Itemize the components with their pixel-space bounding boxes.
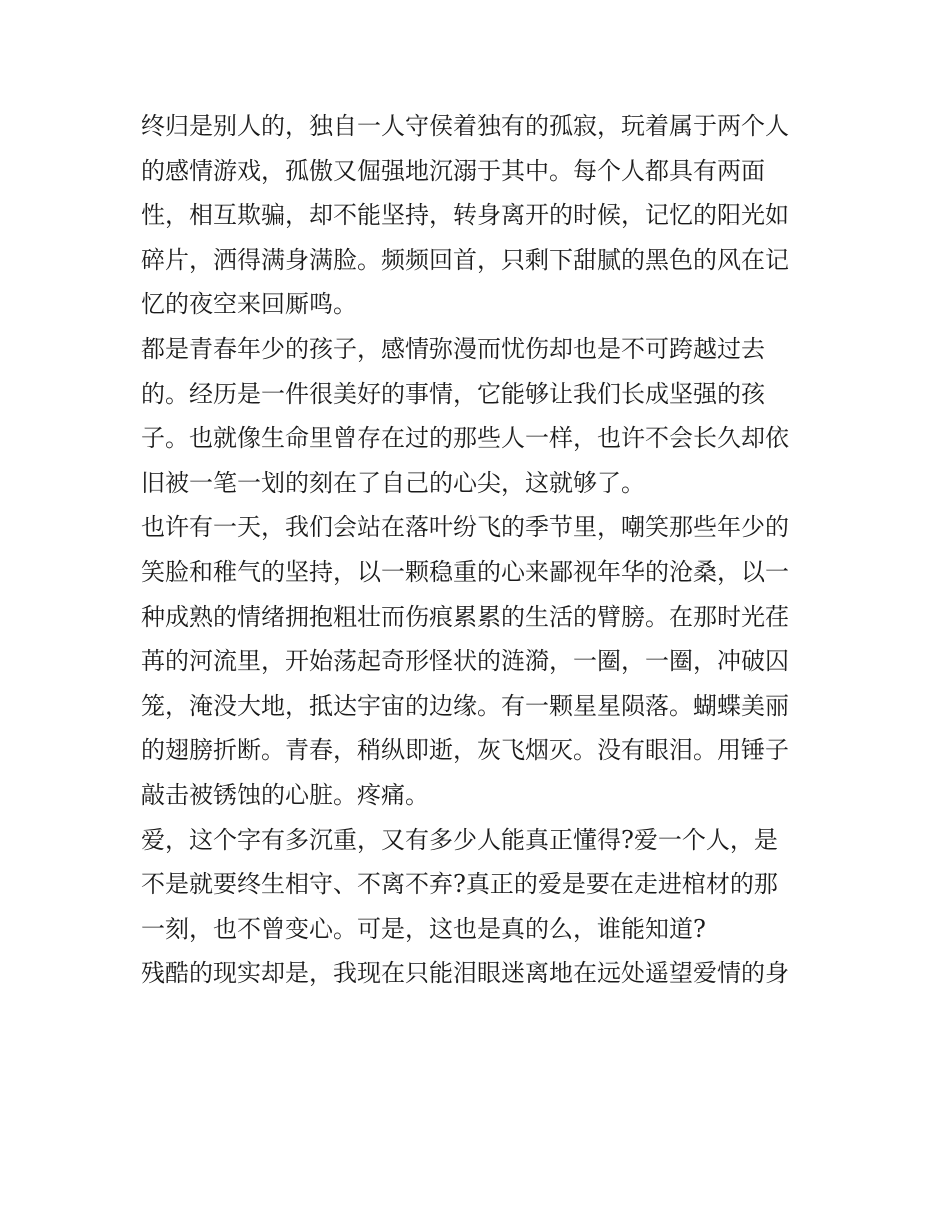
text-line: 性，相互欺骗，却不能坚持，转身离开的时候，记忆的阳光如 bbox=[141, 201, 789, 230]
text-line: 都是青春年少的孩子，感情弥漫而忧伤却也是不可跨越过去 bbox=[141, 334, 765, 363]
paragraph bbox=[141, 104, 813, 327]
text-line: 种成熟的情绪拥抱粗壮而伤痕累累的生活的臂膀。在那时光荏 bbox=[141, 602, 789, 631]
text-line: 的感情游戏，孤傲又倔强地沉溺于其中。每个人都具有两面 bbox=[141, 156, 765, 185]
text-line: 终归是别人的，独自一人守侯着独有的孤寂，玩着属于两个人 bbox=[141, 112, 789, 140]
text-line: 也许有一天，我们会站在落叶纷飞的季节里，嘲笑那些年少的 bbox=[141, 513, 789, 542]
text-line: 碎片，洒得满身满脸。频频回首，只剩下甜腻的黑色的风在记 bbox=[141, 245, 789, 274]
paragraph bbox=[141, 818, 813, 952]
document-body bbox=[141, 104, 813, 996]
paragraph bbox=[141, 951, 813, 996]
text-line: 旧被一笔一划的刻在了自己的心尖，这就够了。 bbox=[141, 468, 645, 497]
paragraph bbox=[141, 327, 813, 505]
text-line: 笼，淹没大地，抵达宇宙的边缘。有一颗星星陨落。蝴蝶美丽 bbox=[141, 691, 789, 720]
text-line: 苒的河流里，开始荡起奇形怪状的涟漪，一圈，一圈，冲破囚 bbox=[141, 647, 789, 676]
text-line: 的翅膀折断。青春，稍纵即逝，灰飞烟灭。没有眼泪。用锤子 bbox=[141, 736, 789, 765]
text-line: 敲击被锈蚀的心脏。疼痛。 bbox=[141, 780, 429, 809]
text-line: 笑脸和稚气的坚持，以一颗稳重的心来鄙视年华的沧桑，以一 bbox=[141, 557, 789, 586]
paragraph bbox=[141, 505, 813, 817]
text-line: 爱，这个字有多沉重，又有多少人能真正懂得?爱一个人，是 bbox=[141, 825, 778, 854]
text-line: 残酷的现实却是，我现在只能泪眼迷离地在远处遥望爱情的身 bbox=[141, 959, 789, 988]
text-line: 不是就要终生相守、不离不弃?真正的爱是要在走进棺材的那 bbox=[141, 870, 778, 899]
text-line: 子。也就像生命里曾存在过的那些人一样，也许不会长久却依 bbox=[141, 424, 789, 453]
text-line: 忆的夜空来回厮鸣。 bbox=[141, 290, 357, 319]
text-line: 的。经历是一件很美好的事情，它能够让我们长成坚强的孩 bbox=[141, 379, 765, 408]
text-line: 一刻，也不曾变心。可是，这也是真的么，谁能知道? bbox=[141, 914, 706, 943]
